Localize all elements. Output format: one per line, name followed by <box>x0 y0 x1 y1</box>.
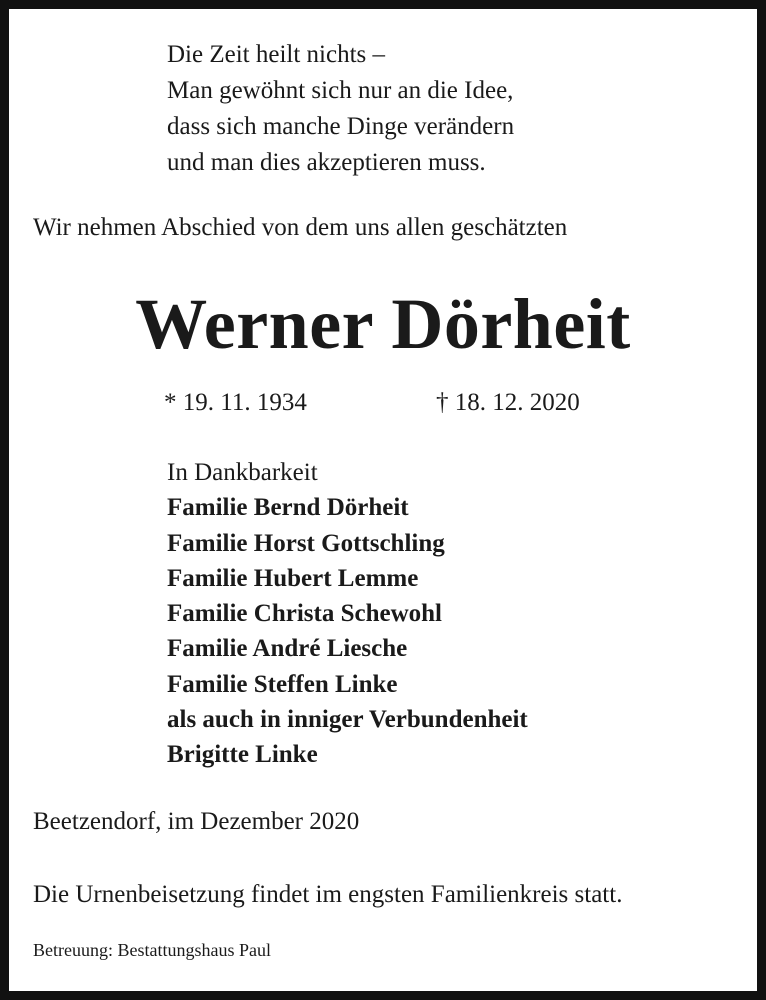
connection-line: als auch in inniger Verbundenheit <box>167 706 528 734</box>
gratitude-line: In Dankbarkeit <box>167 459 318 486</box>
birth-date: * 19. 11. 1934 <box>164 389 307 416</box>
place-date: Beetzendorf, im Dezember 2020 <box>33 808 360 835</box>
family-entry: Familie Steffen Linke <box>167 670 398 698</box>
poem <box>167 37 514 181</box>
poem-line: dass sich manche Dinge verändern <box>167 113 515 140</box>
funeral-home-credit: Betreuung: Bestattungshaus Paul <box>33 940 271 960</box>
family-entry: Familie Bernd Dörheit <box>167 494 409 522</box>
urn-burial-notice: Die Urnenbeisetzung findet im engsten Familienkreis statt. <box>33 881 623 908</box>
family-entry: Familie André Liesche <box>167 635 408 663</box>
family-entry: Familie Horst Gottschling <box>167 529 445 557</box>
poem-line: Die Zeit heilt nichts – <box>167 41 386 68</box>
poem-line: und man dies akzeptieren muss. <box>167 149 486 176</box>
family-entry: Familie Christa Schewohl <box>167 600 442 628</box>
death-date: † 18. 12. 2020 <box>436 389 580 416</box>
partner-entry: Brigitte Linke <box>167 741 318 769</box>
deceased-name: Werner Dörheit <box>135 284 631 364</box>
mourners-list <box>167 455 528 773</box>
farewell-intro: Wir nehmen Abschied von dem uns allen geschätzten <box>33 214 568 241</box>
poem-line: Man gewöhnt sich nur an die Idee, <box>167 77 514 104</box>
family-entry: Familie Hubert Lemme <box>167 564 419 592</box>
